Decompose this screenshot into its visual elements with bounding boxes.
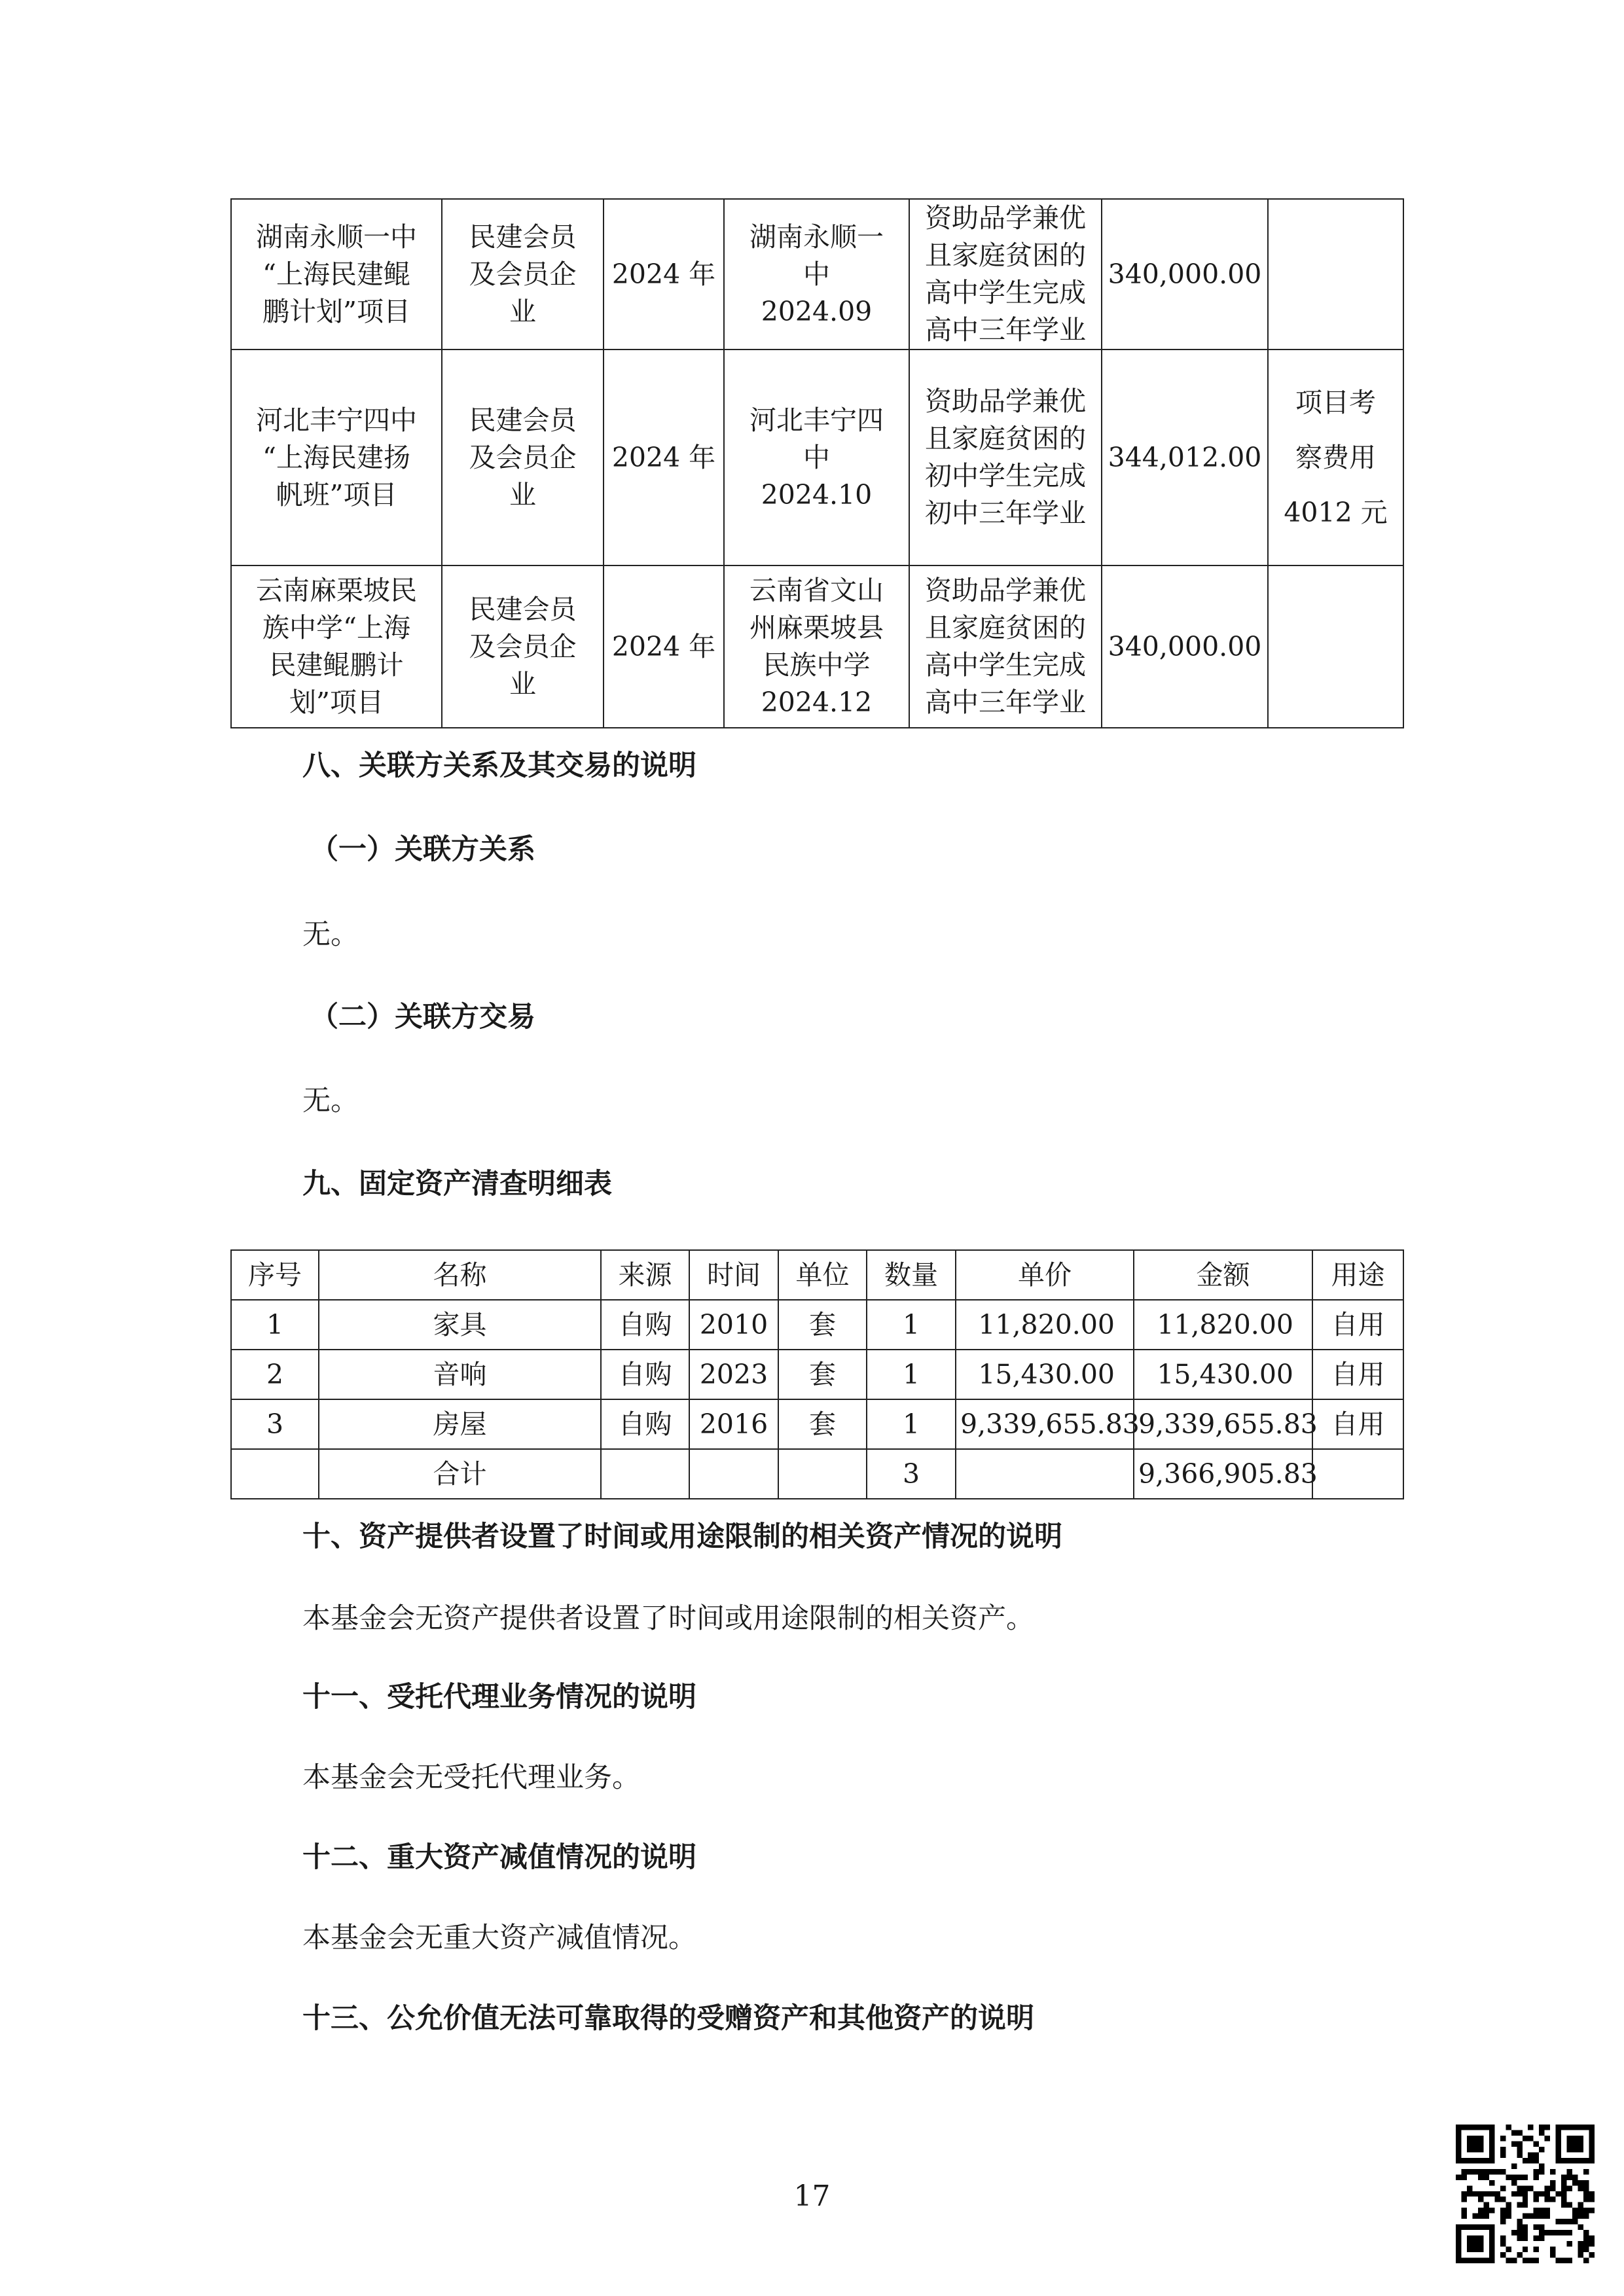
- project-cell-line: 州麻栗坡县: [749, 612, 884, 643]
- asset-row: [231, 1300, 1403, 1350]
- asset-row-cell: 1: [867, 1300, 956, 1350]
- asset-header-row-cell: 来源: [601, 1250, 689, 1300]
- project-row: [231, 199, 1403, 350]
- asset-row-cell: 自购: [601, 1300, 689, 1350]
- project-cell-line: 资助品学兼优: [925, 386, 1086, 417]
- project-cell-name: [231, 199, 442, 350]
- asset-header-row-cell: 序号: [231, 1250, 319, 1300]
- asset-header-row-cell: 用途: [1312, 1250, 1403, 1300]
- project-cell-note: [1268, 199, 1403, 350]
- project-cell-note: [1268, 565, 1403, 728]
- project-cell-donor: [442, 199, 604, 350]
- asset-row: [231, 1350, 1403, 1399]
- project-cell-purpose: [909, 350, 1102, 565]
- project-cell-year: 2024 年: [604, 350, 724, 565]
- project-cell-line: 项目考: [1295, 387, 1376, 418]
- project-cell-name: [231, 565, 442, 728]
- asset-total-row-cell: 合计: [319, 1449, 601, 1499]
- asset-row-cell: 套: [778, 1350, 867, 1399]
- asset-row-cell: 自用: [1312, 1300, 1403, 1350]
- asset-row-cell: 自用: [1312, 1399, 1403, 1449]
- project-cell-line: 且家庭贫困的: [925, 240, 1086, 271]
- asset-header-row-cell: 时间: [689, 1250, 778, 1300]
- project-cell-line: 高中三年学业: [925, 314, 1086, 346]
- project-row: [231, 565, 1403, 728]
- project-cell-school: [724, 350, 909, 565]
- project-cell-line: 民建会员: [469, 221, 577, 253]
- asset-row-cell: 2: [231, 1350, 319, 1399]
- body-text-related-party-transactions: 无。: [302, 1085, 359, 1117]
- asset-row-cell: 1: [867, 1399, 956, 1449]
- section-heading-9: 九、固定资产清查明细表: [302, 1168, 612, 1200]
- asset-row-cell: 套: [778, 1399, 867, 1449]
- asset-row-cell: 15,430.00: [956, 1350, 1134, 1399]
- project-cell-line: 河北丰宁四中: [256, 404, 417, 436]
- asset-row-cell: 1: [231, 1300, 319, 1350]
- project-cell-amount: 340,000.00: [1102, 565, 1268, 728]
- project-cell-line: “上海民建鲲: [262, 258, 410, 290]
- project-cell-line: 族中学“上海: [262, 612, 410, 643]
- project-cell-donor: [442, 350, 604, 565]
- project-cell-school: [724, 199, 909, 350]
- project-cell-donor: [442, 565, 604, 728]
- asset-header-row-cell: 单位: [778, 1250, 867, 1300]
- body-text-related-party-relations: 无。: [302, 918, 359, 951]
- asset-total-row-cell: [601, 1449, 689, 1499]
- project-cell-line: 河北丰宁四: [749, 404, 884, 436]
- asset-header-row-cell: 数量: [867, 1250, 956, 1300]
- project-cell-line: 业: [509, 478, 536, 511]
- section-heading-12: 十二、重大资产减值情况的说明: [302, 1841, 696, 1874]
- asset-total-row-cell: 3: [867, 1449, 956, 1499]
- project-cell-line: 高中学生完成: [925, 277, 1086, 308]
- project-cell-line: 初中三年学业: [925, 497, 1086, 529]
- asset-total-row-cell: [1312, 1449, 1403, 1499]
- project-cell-line: 初中学生完成: [925, 460, 1086, 492]
- section-heading-8: 八、关联方关系及其交易的说明: [302, 749, 696, 782]
- asset-row-cell: 9,339,655.83: [956, 1399, 1134, 1449]
- project-cell-school: [724, 565, 909, 728]
- subheading-related-party-transactions: （二）关联方交易: [310, 1001, 535, 1033]
- asset-row-cell: 自用: [1312, 1350, 1403, 1399]
- asset-row-cell: 1: [867, 1350, 956, 1399]
- project-cell-line: 业: [509, 668, 536, 700]
- project-cell-line: 及会员企: [469, 630, 577, 662]
- asset-total-row-cell: [956, 1449, 1134, 1499]
- project-table: [230, 198, 1404, 728]
- project-cell-line: 帆班”项目: [276, 478, 397, 511]
- project-cell-year: 2024 年: [604, 565, 724, 728]
- project-cell-line: 鹏计划”项目: [262, 295, 410, 327]
- fixed-asset-table: [230, 1249, 1404, 1499]
- asset-row-cell: 音响: [319, 1350, 601, 1399]
- project-cell-purpose: [909, 565, 1102, 728]
- project-cell-line: 中: [803, 258, 830, 290]
- section-heading-13: 十三、公允价值无法可靠取得的受赠资产和其他资产的说明: [302, 2002, 1034, 2035]
- project-cell-line: 及会员企: [469, 258, 577, 290]
- asset-total-row-cell: [689, 1449, 778, 1499]
- project-cell-amount: 344,012.00: [1102, 350, 1268, 565]
- project-cell-line: 且家庭贫困的: [925, 612, 1086, 643]
- project-cell-line: 2024.10: [761, 478, 873, 511]
- project-cell-line: 2024.12: [761, 687, 873, 718]
- project-cell-line: 云南麻栗坡民: [256, 575, 417, 606]
- project-cell-note: [1268, 350, 1403, 565]
- project-cell-line: 民建鲲鹏计: [269, 649, 404, 681]
- project-cell-year: 2024 年: [604, 199, 724, 350]
- asset-row-cell: 套: [778, 1300, 867, 1350]
- asset-total-row-cell: 9,366,905.83: [1134, 1449, 1312, 1499]
- subheading-related-party-relations: （一）关联方关系: [310, 833, 535, 866]
- project-cell-line: 高中学生完成: [925, 649, 1086, 681]
- project-cell-name: [231, 350, 442, 565]
- asset-total-row: [231, 1449, 1403, 1499]
- section-heading-11: 十一、受托代理业务情况的说明: [302, 1681, 696, 1713]
- asset-header-row-cell: 金额: [1134, 1250, 1312, 1300]
- asset-header-row-cell: 名称: [319, 1250, 601, 1300]
- project-cell-line: 业: [509, 295, 536, 327]
- asset-row-cell: 2016: [689, 1399, 778, 1449]
- project-row: [231, 350, 1403, 565]
- asset-row-cell: 9,339,655.83: [1134, 1399, 1312, 1449]
- project-cell-line: 云南省文山: [749, 575, 884, 606]
- page-number: 17: [793, 2179, 831, 2213]
- project-cell-line: 资助品学兼优: [925, 202, 1086, 234]
- asset-row: [231, 1399, 1403, 1449]
- asset-row-cell: 11,820.00: [956, 1300, 1134, 1350]
- asset-row-cell: 2010: [689, 1300, 778, 1350]
- asset-row-cell: 自购: [601, 1350, 689, 1399]
- project-cell-line: 高中三年学业: [925, 687, 1086, 718]
- asset-header-row-cell: 单价: [956, 1250, 1134, 1300]
- asset-row-cell: 自购: [601, 1399, 689, 1449]
- project-cell-line: 民建会员: [469, 404, 577, 436]
- project-cell-line: 中: [803, 441, 830, 473]
- project-cell-line: 2024.09: [761, 295, 873, 327]
- asset-row-cell: 15,430.00: [1134, 1350, 1312, 1399]
- asset-row-cell: 家具: [319, 1300, 601, 1350]
- asset-header-row: [231, 1250, 1403, 1300]
- body-text-section-10: 本基金会无资产提供者设置了时间或用途限制的相关资产。: [302, 1602, 1034, 1635]
- project-cell-line: 及会员企: [469, 441, 577, 473]
- project-cell-line: 民族中学: [763, 649, 871, 681]
- body-text-section-11: 本基金会无受托代理业务。: [302, 1761, 640, 1794]
- qr-code-icon: [1456, 2125, 1595, 2263]
- asset-row-cell: 2023: [689, 1350, 778, 1399]
- project-cell-line: 划”项目: [289, 687, 384, 718]
- section-heading-10: 十、资产提供者设置了时间或用途限制的相关资产情况的说明: [302, 1520, 1062, 1553]
- asset-row-cell: 3: [231, 1399, 319, 1449]
- project-cell-line: 察费用: [1295, 442, 1376, 473]
- body-text-section-12: 本基金会无重大资产减值情况。: [302, 1922, 696, 1954]
- asset-total-row-cell: [231, 1449, 319, 1499]
- project-cell-line: 民建会员: [469, 593, 577, 625]
- asset-total-row-cell: [778, 1449, 867, 1499]
- project-cell-line: “上海民建扬: [262, 441, 410, 473]
- asset-row-cell: 房屋: [319, 1399, 601, 1449]
- asset-row-cell: 11,820.00: [1134, 1300, 1312, 1350]
- project-cell-line: 资助品学兼优: [925, 575, 1086, 606]
- project-cell-purpose: [909, 199, 1102, 350]
- project-cell-line: 且家庭贫困的: [925, 423, 1086, 454]
- project-cell-line: 4012 元: [1284, 497, 1388, 528]
- project-cell-amount: 340,000.00: [1102, 199, 1268, 350]
- project-cell-line: 湖南永顺一中: [256, 221, 417, 253]
- project-cell-line: 湖南永顺一: [749, 221, 884, 253]
